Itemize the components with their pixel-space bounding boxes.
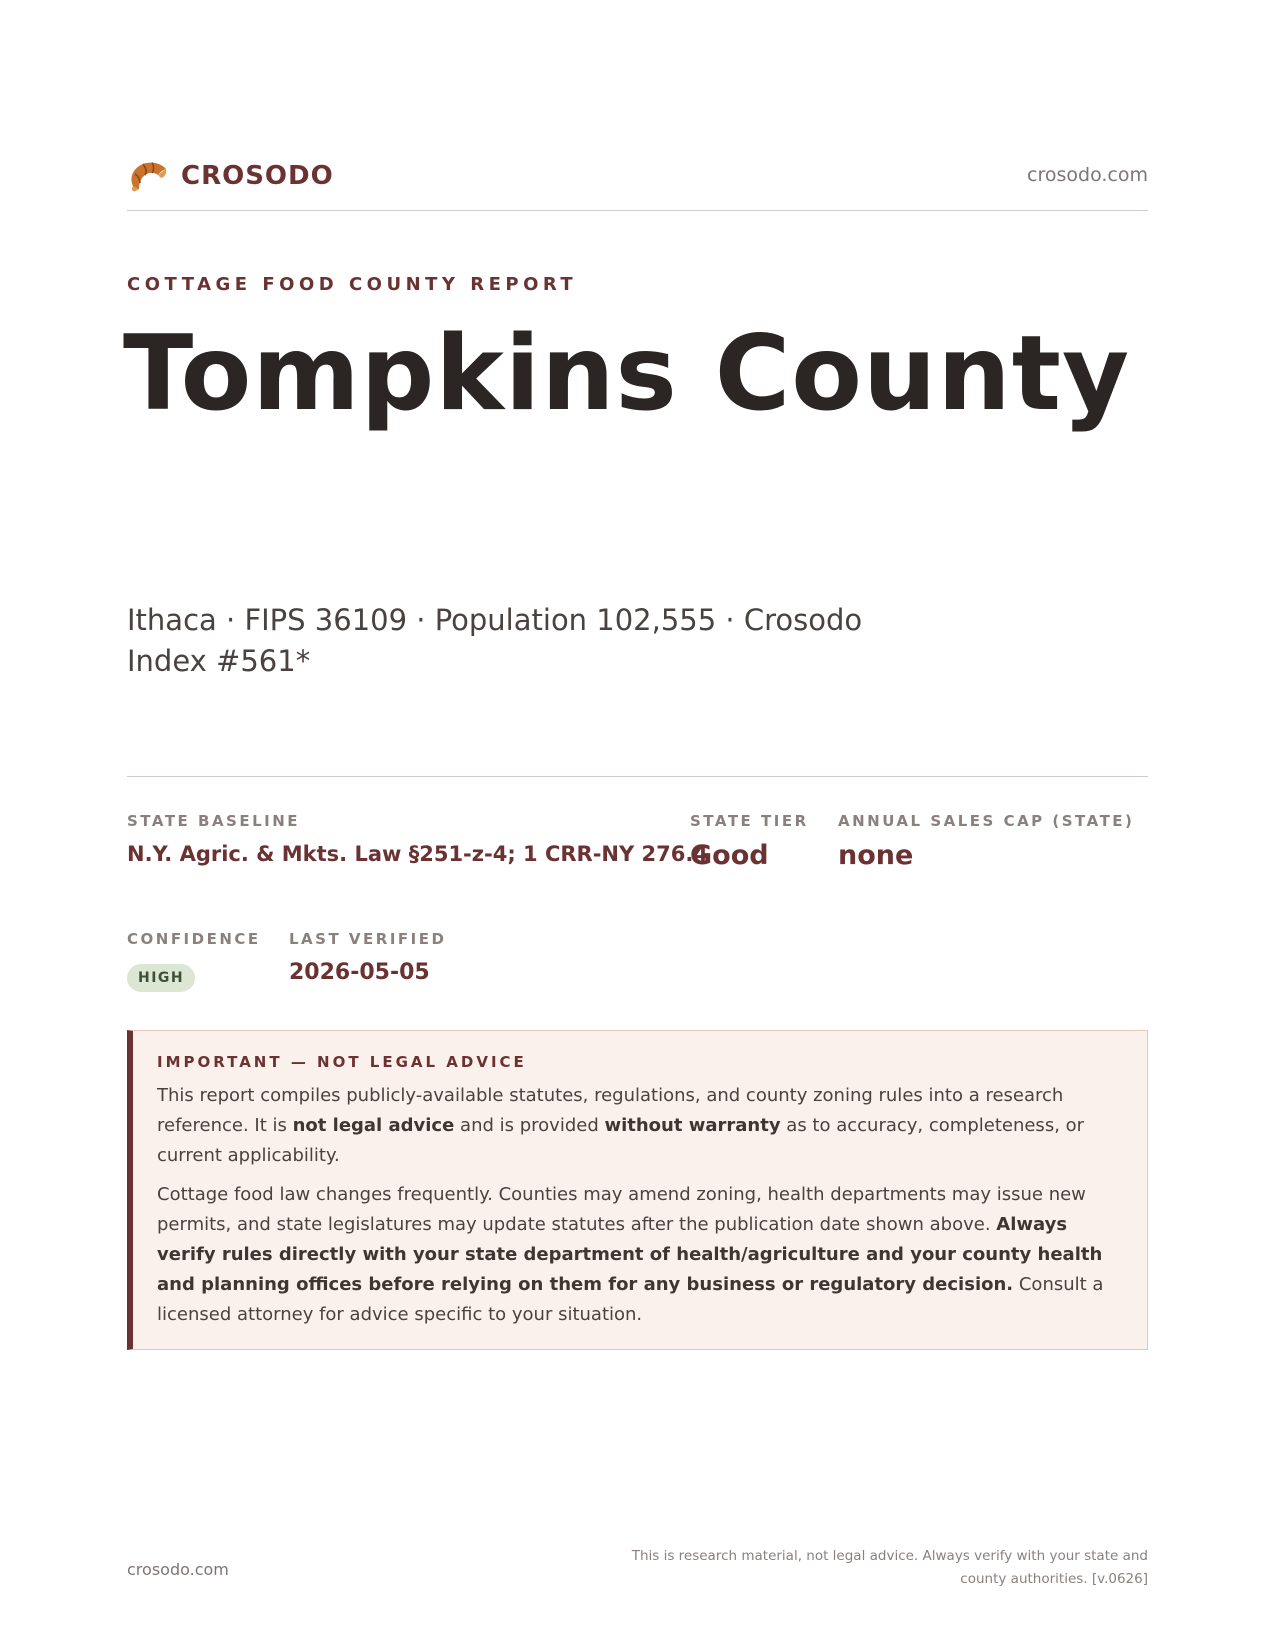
croissant-icon (127, 156, 169, 196)
disclaimer-emphasis: Always verify rules directly with your state department of health/agriculture and your county health and planning offices before relying on them for any business or regulatory decision. (157, 1214, 1103, 1295)
legal-disclaimer-box (127, 1030, 1148, 1350)
confidence-label: CONFIDENCE (127, 930, 261, 948)
disclaimer-text: Cottage food law changes frequently. Counties may amend zoning, health departments may issue new permits, and state legislatures may update statutes after the publication date shown above. (157, 1184, 1086, 1235)
confidence-badge: HIGH (127, 964, 195, 992)
state-tier-value: Good (690, 840, 769, 871)
state-baseline-fact (127, 812, 708, 866)
disclaimer-text: Consult a licensed attorney for advice specific to your situation. (157, 1274, 1104, 1325)
header (127, 156, 1148, 200)
state-tier-label: STATE TIER (690, 812, 809, 830)
disclaimer-emphasis: not legal advice (292, 1115, 455, 1136)
section-divider (127, 776, 1148, 777)
sales-cap-value: none (838, 840, 914, 871)
state-tier-fact (690, 812, 809, 871)
header-divider (127, 210, 1148, 211)
confidence-fact (127, 930, 261, 992)
last-verified-value: 2026-05-05 (289, 960, 430, 985)
last-verified-fact (289, 930, 446, 985)
brand-name: CROSODO (181, 161, 334, 191)
page-title: Tompkins County (123, 314, 1131, 434)
disclaimer-paragraph-1 (157, 1081, 1121, 1171)
state-baseline-value: N.Y. Agric. & Mkts. Law §251-z-4; 1 CRR-NY 276.4 (127, 842, 708, 866)
sales-cap-fact (838, 812, 1134, 871)
state-baseline-label: STATE BASELINE (127, 812, 301, 830)
brand-logo[interactable] (127, 156, 334, 196)
report-type-label: COTTAGE FOOD COUNTY REPORT (127, 274, 578, 295)
site-url-link[interactable]: crosodo.com (1027, 164, 1148, 186)
footer-disclaimer: This is research material, not legal advice. Always verify with your state and county authorities. [v.0626] (631, 1548, 1148, 1587)
disclaimer-emphasis: without warranty (604, 1115, 781, 1136)
footer-site-url[interactable]: crosodo.com (127, 1560, 229, 1579)
county-summary: Ithaca · FIPS 36109 · Population 102,555 · Crosodo Index #561* (127, 603, 863, 678)
sales-cap-label: ANNUAL SALES CAP (STATE) (838, 812, 1135, 830)
last-verified-label: LAST VERIFIED (289, 930, 447, 948)
disclaimer-text: This report compiles publicly-available statutes, regulations, and county zoning rules into a research reference. It is (157, 1085, 1064, 1136)
disclaimer-text: as to accuracy, completeness, or current applicability. (157, 1115, 1085, 1166)
disclaimer-heading: IMPORTANT — NOT LEGAL ADVICE (157, 1053, 527, 1071)
disclaimer-text: and is provided (454, 1115, 605, 1136)
disclaimer-paragraph-2 (157, 1180, 1121, 1330)
report-page (123, 0, 1148, 1650)
